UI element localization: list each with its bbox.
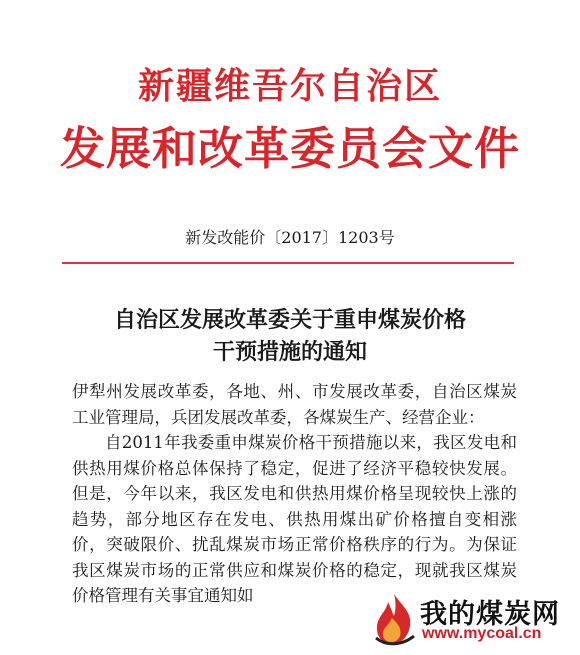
- site-watermark: [372, 590, 572, 650]
- issuer-name-line2: 发展和改革委员会文件: [59, 122, 520, 175]
- document-body: [72, 379, 517, 609]
- watermark-site-name: 我的煤炭网: [420, 599, 560, 630]
- document-title-line1: 自治区发展改革委关于重申煤炭价格: [113, 307, 466, 333]
- document-number: 新发改能价〔2017〕1203号: [185, 228, 395, 247]
- watermark-url: www.mycoal.cn: [422, 625, 542, 642]
- flame-logo-icon: [372, 592, 416, 646]
- issuer-name-line1: 新疆维吾尔自治区: [137, 65, 442, 107]
- body-paragraph: 自2011年我委重申煤炭价格干预措施以来，我区发电和供热用煤价格总体保持了稳定，促进了经济平稳较快发展。但是，今年以来，我区发电和供热用煤价格呈现较快上涨的趋势，部分地区存在发电、供热用煤出矿价格擅自变相涨价，突破限价、扰乱煤炭市场正常价格秩序的行为。为保证我区煤炭市场的正常供应和煤炭价格的稳定，现就我区煤炭价格管理有关事宜通知如: [72, 433, 517, 605]
- red-divider: [62, 262, 514, 264]
- document-title-line2: 干预措施的通知: [212, 339, 367, 365]
- salutation: 伊犁州发展改革委，各地、州、市发展改革委，自治区煤炭工业管理局，兵团发展改革委，各煤炭生产、经营企业：: [72, 382, 517, 427]
